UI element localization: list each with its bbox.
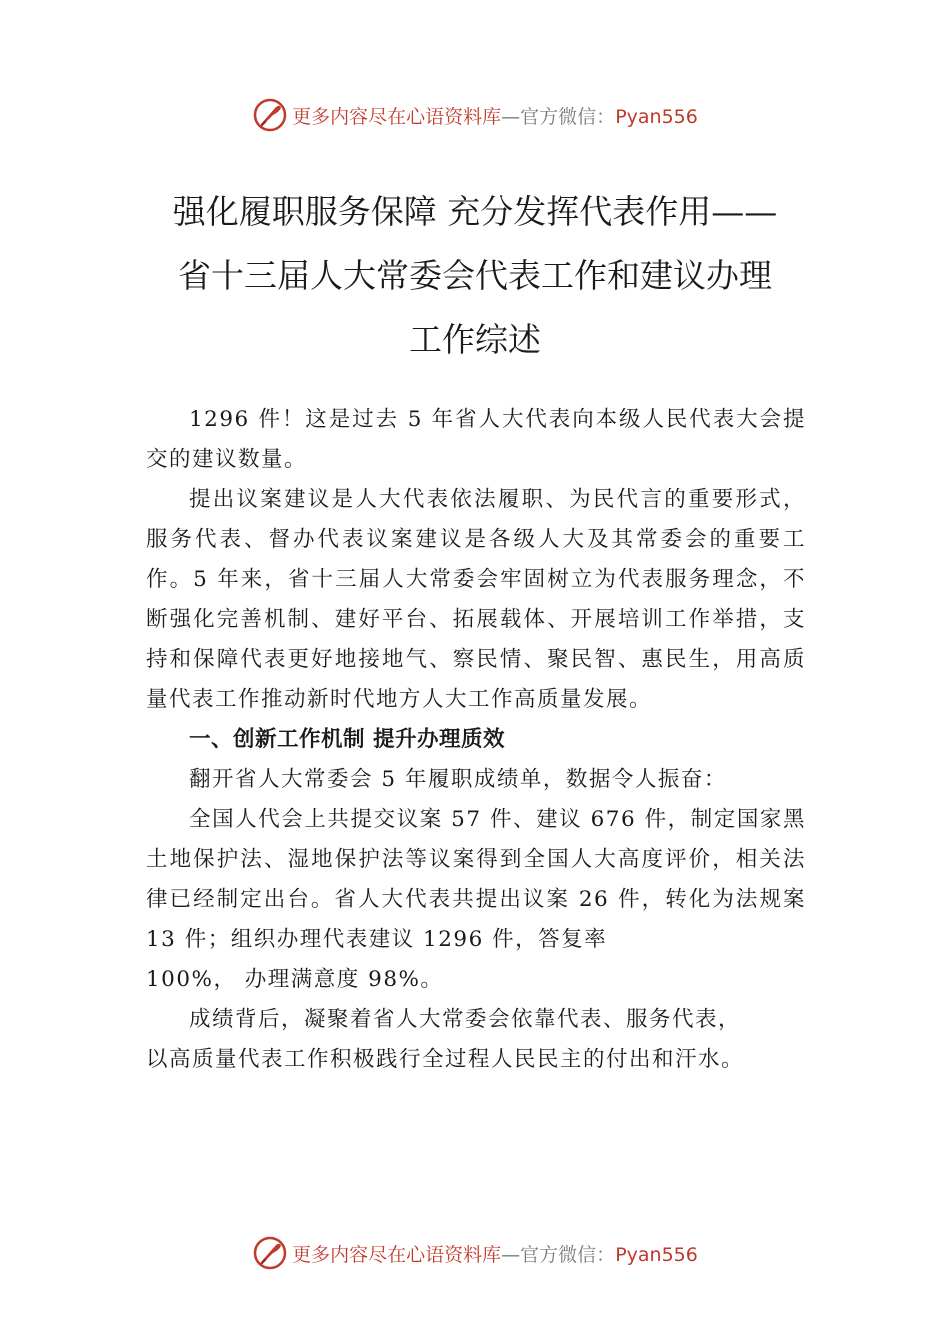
paragraph-4-continued: 100%， 办理满意度 98%。 bbox=[146, 967, 444, 992]
paragraph-4: 全国人代会上共提交议案 57 件、建议 676 件，制定国家黑土地保护法、湿地保护法等议案得到全国人大高度评价，相关法律已经制定出台。省人大代表共提出议案 26 件，转化为法规案 13 件；组织办理代表建议 1296 件，答复率 bbox=[146, 807, 806, 952]
paragraph-3: 翻开省人大常委会 5 年履职成绩单，数据令人振奋： bbox=[189, 767, 727, 792]
section-heading-1: 一、创新工作机制 提升办理质效 bbox=[189, 727, 505, 752]
paragraph-5: 成绩背后，凝聚着省人大常委会依靠代表、服务代表， bbox=[189, 1007, 742, 1032]
paragraph-1: 1296 件！这是过去 5 年省人大代表向本级人民代表大会提交的建议数量。 bbox=[146, 407, 806, 472]
title-line-2: 省十三届人大常委会代表工作和建议办理 bbox=[178, 256, 772, 295]
quill-pen-icon bbox=[252, 1235, 288, 1271]
paragraph-2: 提出议案建议是人大代表依法履职、为民代言的重要形式，服务代表、督办代表议案建议是各级人大及其常委会的重要工作。5 年来，省十三届人大常委会牢固树立为代表服务理念，不断强化完善机制、建好平台、拓展载体、开展培训工作举措，支持和保障代表更好地接地气、察民情、聚民智、惠民生，用高质量代表工作推动新时代地方人大工作高质量发展。 bbox=[146, 487, 806, 712]
quill-pen-icon bbox=[252, 97, 288, 133]
document-title bbox=[120, 180, 830, 372]
paragraph-5-continued: 以高质量代表工作积极践行全过程人民民主的付出和汗水。 bbox=[146, 1047, 745, 1072]
document-body bbox=[146, 400, 806, 1080]
banner-text: 更多内容尽在心语资料库—官方微信：Pyan556 bbox=[292, 105, 698, 128]
footer-banner bbox=[0, 1233, 950, 1273]
title-line-3: 工作综述 bbox=[409, 320, 541, 359]
title-line-1: 强化履职服务保障 充分发挥代表作用—— bbox=[172, 192, 778, 231]
header-banner bbox=[0, 95, 950, 135]
banner-text: 更多内容尽在心语资料库—官方微信：Pyan556 bbox=[292, 1243, 698, 1266]
